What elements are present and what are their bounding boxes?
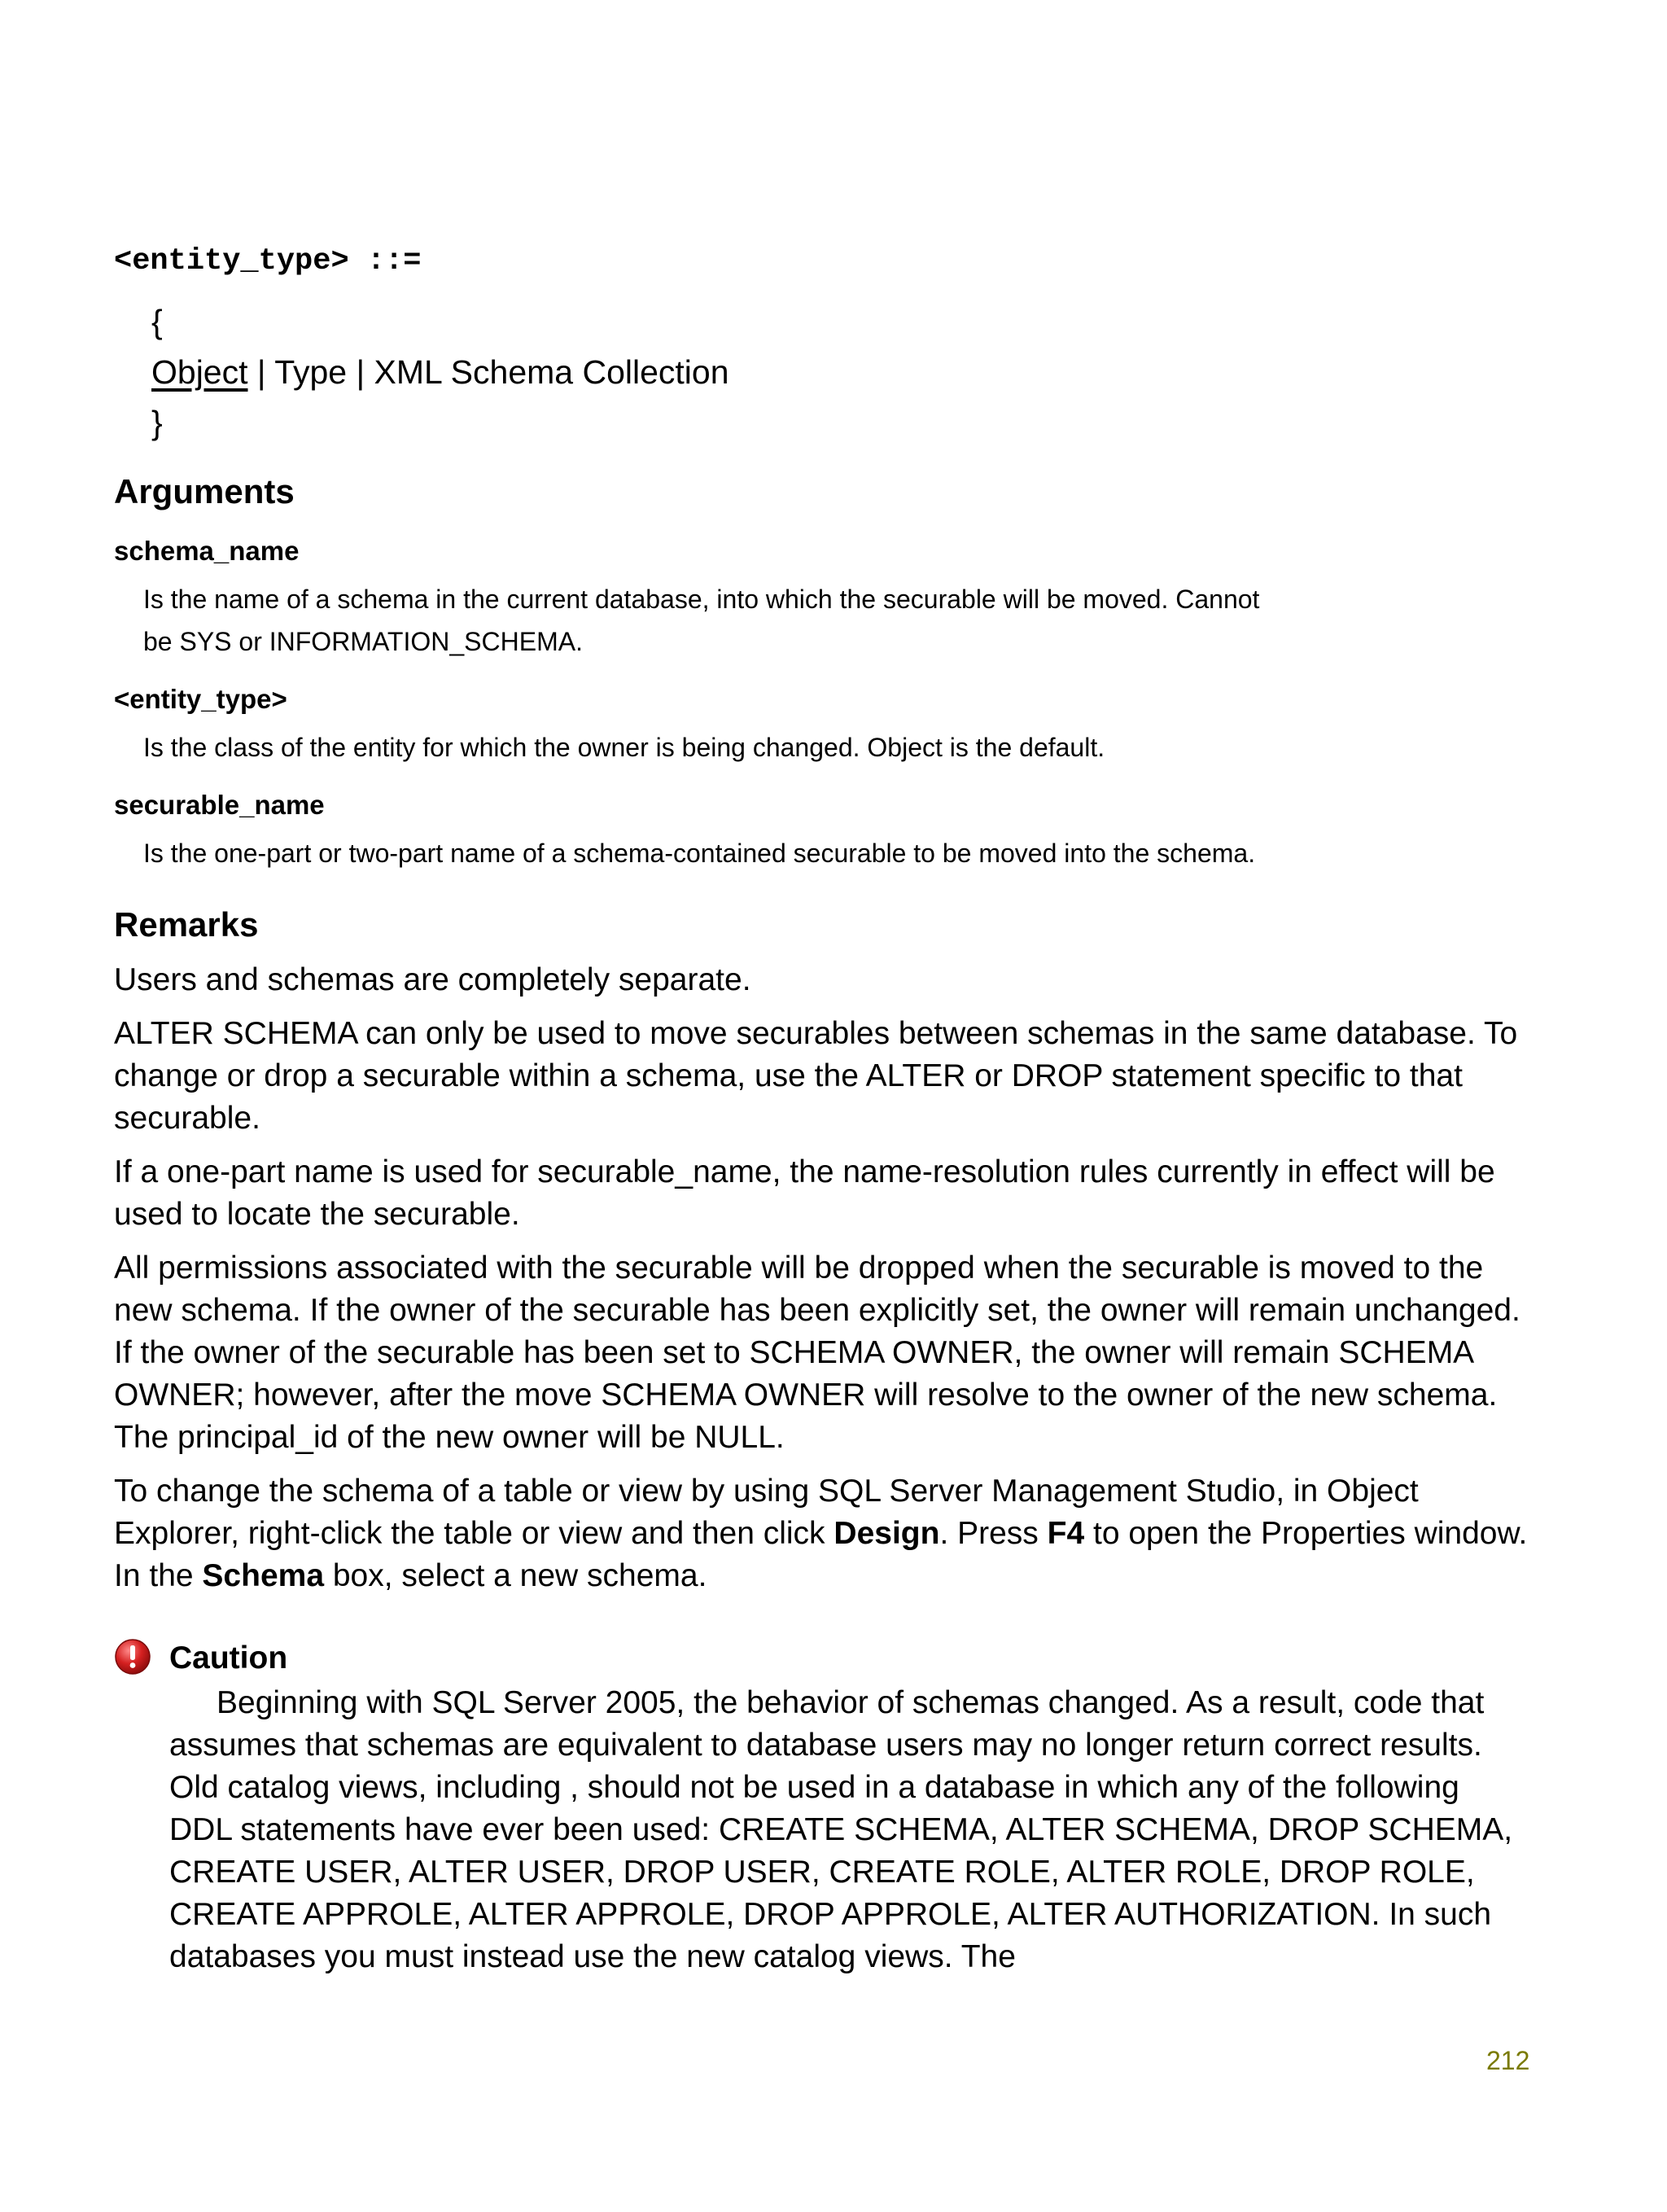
argument-description-entity-type: Is the class of the entity for which the owner is being changed. Object is the default. <box>143 733 1105 762</box>
p5-text-4: box, select a new schema. <box>324 1558 707 1593</box>
arguments-heading: Arguments <box>114 472 295 510</box>
argument-description-schema-name: Is the name of a schema in the current database, into which the securable will be moved. Cannot be SYS or INFORMATION_SCHEMA. <box>143 585 1260 656</box>
schema-keyword: Schema <box>202 1558 325 1593</box>
design-keyword: Design <box>834 1516 940 1551</box>
syntax-header: <entity_type> ::= <box>114 244 422 278</box>
page-number: 212 <box>1486 2046 1530 2075</box>
caution-note <box>114 1638 1547 1978</box>
remarks-heading: Remarks <box>114 905 259 944</box>
p5-text-3: to open the Properties window. In the <box>114 1516 1528 1593</box>
syntax-close-brace: } <box>151 404 163 441</box>
argument-term-entity-type: <entity_type> <box>114 684 287 714</box>
argument-description-securable-name: Is the one-part or two-part name of a schema-contained securable to be moved into the schema. <box>143 839 1256 868</box>
remarks-paragraph-1: Users and schemas are completely separate. <box>114 962 751 997</box>
f4-keyword: F4 <box>1047 1516 1085 1551</box>
remarks-paragraph-3: If a one-part name is used for securable_name, the name-resolution rules currently in effect will be used to locate the securable. <box>114 1154 1495 1232</box>
remarks-paragraph-5 <box>114 1470 1547 1597</box>
caution-text: Beginning with SQL Server 2005, the behavior of schemas changed. As a result, code that assumes that schemas are equivalent to database users may no longer return correct results. Old catalog views, including , should not be used in a database in which any of the following DDL statements have ever been used: CREATE SCHEMA, ALTER SCHEMA, DROP SCHEMA, CREATE USER, ALTER USER, DROP USER, CREATE ROLE, ALTER ROLE, DROP ROLE, CREATE APPROLE, ALTER APPROLE, DROP APPROLE, ALTER AUTHORIZATION. In such databases you must instead use the new catalog views. The <box>169 1685 1513 1974</box>
syntax-options <box>151 347 1547 397</box>
document-page <box>114 244 1547 1978</box>
remarks-paragraph-4: All permissions associated with the securable will be dropped when the securable is moved to the new schema. If the owner of the securable has been explicitly set, the owner will remain unchanged. If the owner of the securable has been set to SCHEMA OWNER, the owner will remain SCHEMA OWNER; however, after the move SCHEMA OWNER will resolve to the owner of the new schema. The principal_id of the new owner will be NULL. <box>114 1251 1520 1455</box>
p5-text-1: To change the schema of a table or view by using SQL Server Management Studio, in Object Explorer, right-click the table or view and then click <box>114 1474 1419 1551</box>
syntax-open-brace: { <box>151 303 163 340</box>
p5-text-2: . Press <box>939 1516 1048 1551</box>
caution-title: Caution <box>169 1640 288 1675</box>
syntax-option-rest: | Type | XML Schema Collection <box>247 353 729 391</box>
argument-term-schema-name: schema_name <box>114 536 300 566</box>
syntax-option-default: Object <box>151 353 248 391</box>
argument-term-securable-name: securable_name <box>114 790 325 820</box>
remarks-paragraph-2: ALTER SCHEMA can only be used to move securables between schemas in the same database. To change or drop a securable within a schema, use the ALTER or DROP statement specific to that securable. <box>114 1016 1518 1136</box>
exclamation-circle-icon <box>114 1638 151 1675</box>
argument-list <box>114 536 1547 874</box>
